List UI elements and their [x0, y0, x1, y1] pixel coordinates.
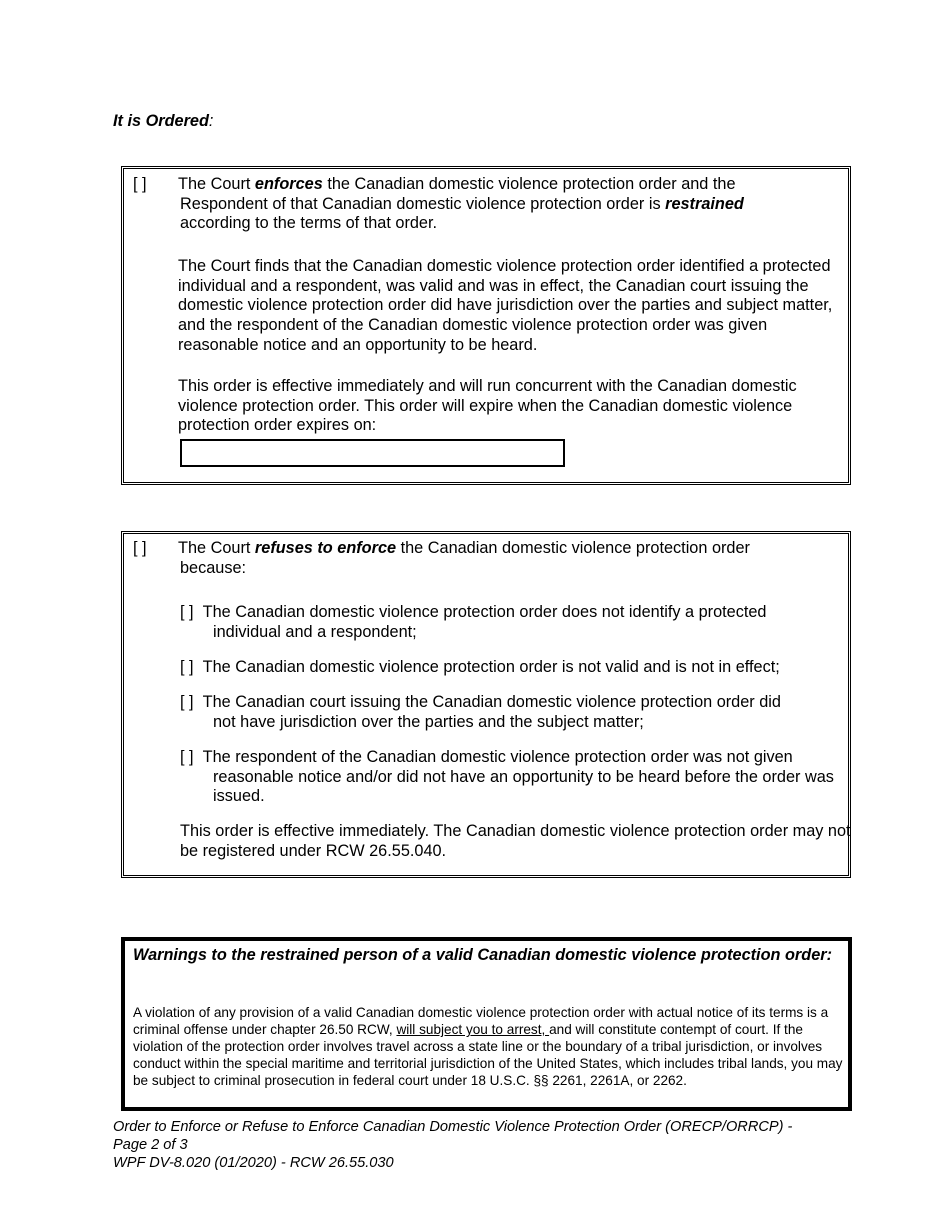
refuse-intro-line2: because:: [180, 558, 247, 577]
reason-checkbox[interactable]: [ ]: [180, 658, 194, 676]
warnings-box: [121, 937, 852, 1111]
reason-text-cont: not have jurisdiction over the parties and the subject matter;: [213, 712, 644, 731]
warnings-body-text-cont: and will constitute contempt of court. If the violation of the protection order involves travel across a state line or the boundary of a tribal jurisdiction, or involves conduct within the special maritime and territorial jurisdiction of the United States, which includes tribal lands, you may be subject to criminal prosecution in federal court under 18 U.S.C. §§ 2261, 2261A, or 2262.: [133, 1022, 843, 1088]
warnings-body: [133, 1004, 845, 1089]
enforce-checkbox[interactable]: [ ]: [133, 175, 147, 193]
refuse-effective-statement: This order is effective immediately. The Canadian domestic violence protection order may not be registered under RCW 26.55.040.: [180, 822, 851, 860]
enforce-intro: [178, 175, 838, 234]
refuse-intro: [178, 539, 838, 578]
reason-text: The Canadian court issuing the Canadian domestic violence protection order did: [202, 693, 781, 711]
refuse-reason-item: [180, 748, 840, 807]
enforces-emphasis: enforces: [254, 175, 323, 193]
section-heading: [113, 112, 213, 132]
refuse-reason-item: [180, 603, 840, 642]
enforce-findings: The Court finds that the Canadian domestic violence protection order identified a protected individual and a respondent, was valid and was in effect, the Canadian court issuing the domestic violence protection order did have jurisdiction over the parties and subject matter, and the respondent of the Canadian domestic violence protection order was given reasonable notice and an opportunity to be heard.: [178, 257, 833, 354]
reason-text: The respondent of the Canadian domestic violence protection order was not given: [202, 748, 793, 766]
refuses-emphasis: refuses to enforce: [254, 539, 397, 557]
warnings-title: Warnings to the restrained person of a valid Canadian domestic violence protection order:: [133, 946, 833, 964]
refuse-order-section: [121, 531, 851, 878]
enforce-intro-line2: Respondent of that Canadian domestic violence protection order is: [180, 194, 666, 213]
refuse-intro-text: The Court: [178, 539, 255, 557]
reason-text-cont: reasonable notice and/or did not have an opportunity to be heard before the order was issued.: [213, 767, 834, 806]
footer-form-code: WPF DV-8.020 (01/2020) - RCW 26.55.030: [113, 1154, 394, 1171]
enforce-intro-text: The Court: [178, 175, 255, 193]
reason-text: The Canadian domestic violence protection order is not valid and is not in effect;: [202, 658, 780, 676]
footer-page-number: Page 2 of 3: [113, 1136, 188, 1153]
enforce-effective-statement: This order is effective immediately and will run concurrent with the Canadian domestic violence protection order. This order will expire when the Canadian domestic violence protection order expires on:: [178, 377, 797, 435]
footer-form-title: Order to Enforce or Refuse to Enforce Canadian Domestic Violence Protection Order (ORECP/ORRCP) -: [113, 1119, 793, 1135]
heading-colon: :: [208, 112, 214, 130]
reason-checkbox[interactable]: [ ]: [180, 748, 194, 766]
reason-checkbox[interactable]: [ ]: [180, 693, 194, 711]
refuse-reason-item: [180, 658, 840, 678]
reason-checkbox[interactable]: [ ]: [180, 603, 194, 621]
enforce-intro-line3: according to the terms of that order.: [180, 214, 438, 233]
reason-text-cont: individual and a respondent;: [213, 622, 417, 641]
refuse-checkbox[interactable]: [ ]: [133, 539, 147, 557]
expiration-date-field[interactable]: [180, 439, 565, 467]
enforce-order-section: [121, 166, 851, 485]
arrest-warning-underlined: will subject you to arrest,: [396, 1022, 550, 1037]
reason-text: The Canadian domestic violence protection order does not identify a protected: [202, 603, 767, 621]
refuse-reason-item: [180, 693, 840, 732]
page-footer: [113, 1119, 873, 1172]
enforce-intro-text-cont: the Canadian domestic violence protection order and the: [322, 175, 736, 193]
heading-text: It is Ordered: [113, 112, 209, 130]
warnings-body-text: A violation of any provision of a valid Canadian domestic violence protection order with actual notice of its terms is a criminal offense under chapter 26.50 RCW,: [133, 1005, 829, 1037]
restrained-emphasis: restrained: [665, 194, 744, 213]
refuse-intro-text-cont: the Canadian domestic violence protection order: [396, 539, 750, 557]
